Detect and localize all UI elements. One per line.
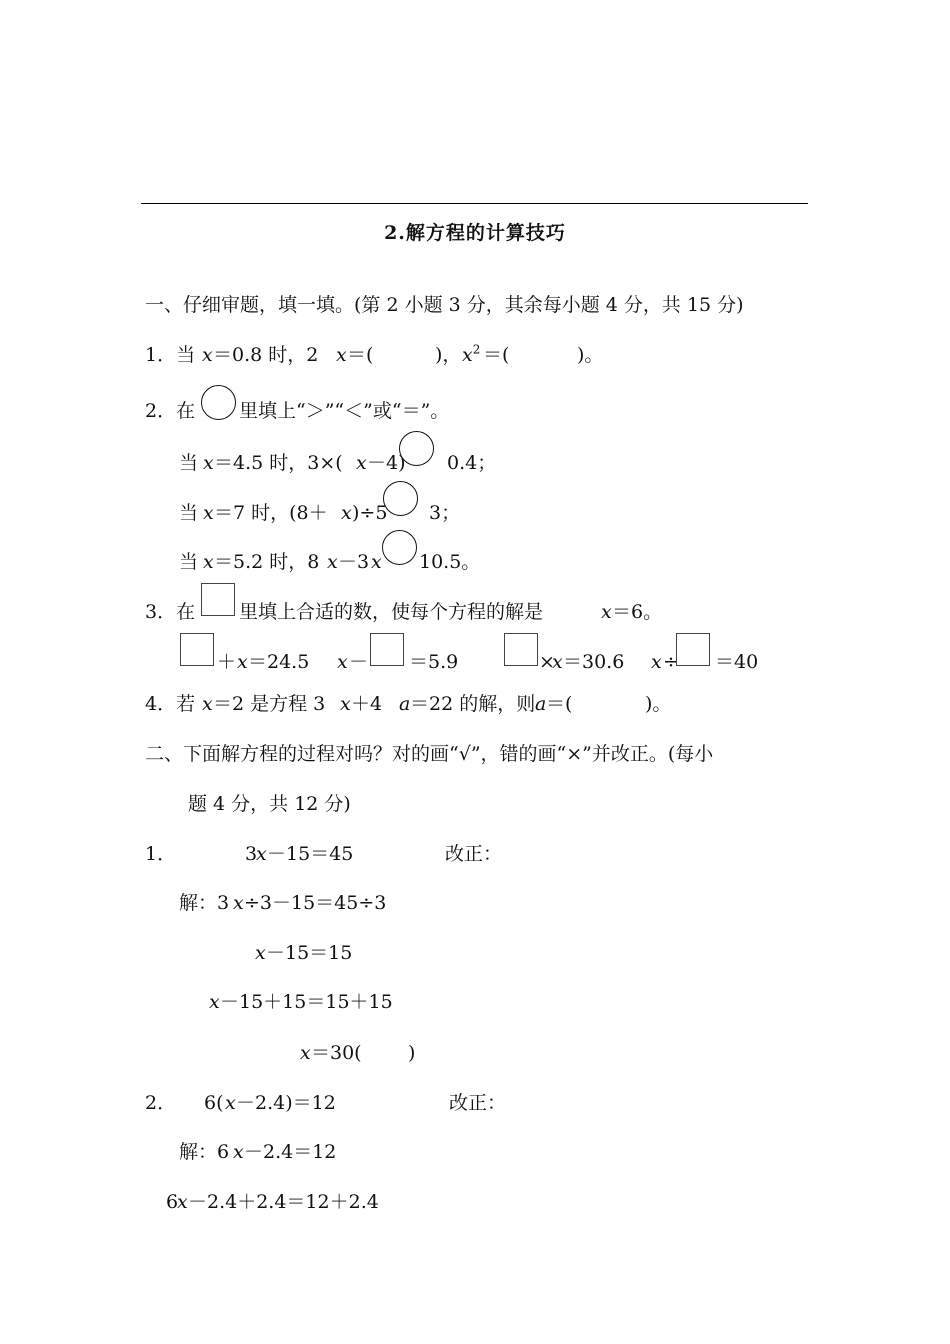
section2-heading-line1: 二、下面解方程的过程对吗？对的画“√”，错的画“×”并改正。(每小 bbox=[145, 743, 714, 765]
answer-blank-2[interactable]: )。 bbox=[577, 344, 604, 366]
question-2-row-2: 当 x ＝7 时，(8＋ x )÷5 3； bbox=[179, 500, 579, 526]
fill-box-sample bbox=[201, 583, 235, 616]
problem-2-header: 2． 6( x －2.4)＝12 改正： bbox=[145, 1092, 507, 1114]
problem-2-step-2: 6 x －2.4＋2.4＝12＋2.4 bbox=[166, 1191, 379, 1213]
compare-circle-3[interactable] bbox=[382, 530, 417, 565]
section1-heading: 一、仔细审题，填一填。(第 2 小题 3 分，其余每小题 4 分，共 15 分) bbox=[145, 294, 744, 316]
problem-1-step-4: x ＝30( ) bbox=[300, 1042, 416, 1064]
question-3: 3．在 里填上合适的数，使每个方程的解是 x ＝6。 bbox=[145, 599, 745, 625]
answer-blank-1[interactable]: )， bbox=[435, 344, 462, 366]
problem-1-step-1: 解：3 x ÷3－15＝45÷3 bbox=[179, 892, 387, 914]
judge-blank-1[interactable]: ) bbox=[408, 1042, 416, 1064]
question-2-row-3: 当 x ＝5.2 时，8 x －3 x 10.5。 bbox=[179, 549, 579, 575]
fill-box-4[interactable] bbox=[676, 633, 710, 666]
compare-circle-1[interactable] bbox=[399, 431, 434, 466]
section2-heading-line2: 题 4 分，共 12 分) bbox=[188, 793, 351, 815]
fill-box-1[interactable] bbox=[180, 633, 214, 666]
compare-circle-2[interactable] bbox=[383, 481, 418, 516]
correction-label-1: 改正： bbox=[445, 843, 503, 865]
problem-2-step-1: 解：6 x －2.4＝12 bbox=[179, 1141, 337, 1163]
page-title: 2.解方程的计算技巧 bbox=[384, 222, 566, 244]
fill-box-2[interactable] bbox=[370, 633, 404, 666]
problem-1-step-3: x －15＋15＝15＋15 bbox=[209, 991, 393, 1013]
question-4: 4．若 x ＝2 是方程 3 x ＋4 a ＝22 的解，则 a ＝( )。 bbox=[145, 693, 672, 715]
fill-box-3[interactable] bbox=[504, 633, 538, 666]
header-rule bbox=[141, 203, 808, 204]
question-1: 1．当 x ＝0.8 时，2 x ＝( )， $x^2$ ＝( )。 bbox=[145, 342, 604, 366]
answer-blank-3[interactable]: )。 bbox=[645, 693, 672, 715]
correction-label-2: 改正： bbox=[449, 1092, 507, 1114]
problem-1-header: 1． 3 x －15＝45 改正： bbox=[145, 843, 503, 865]
problem-1-step-2: x －15＝15 bbox=[255, 942, 353, 964]
question-2-row-1: 当 x ＝4.5 时，3×( x －4) 0.4； bbox=[179, 450, 579, 476]
compare-circle-sample bbox=[201, 385, 236, 420]
question-2: 2．在 里填上“＞”“＜”或“＝”。 bbox=[145, 398, 745, 424]
question-3-equations: ＋ x ＝24.5 x － ＝5.9 × x ＝30.6 x ÷ ＝40 bbox=[179, 649, 779, 675]
